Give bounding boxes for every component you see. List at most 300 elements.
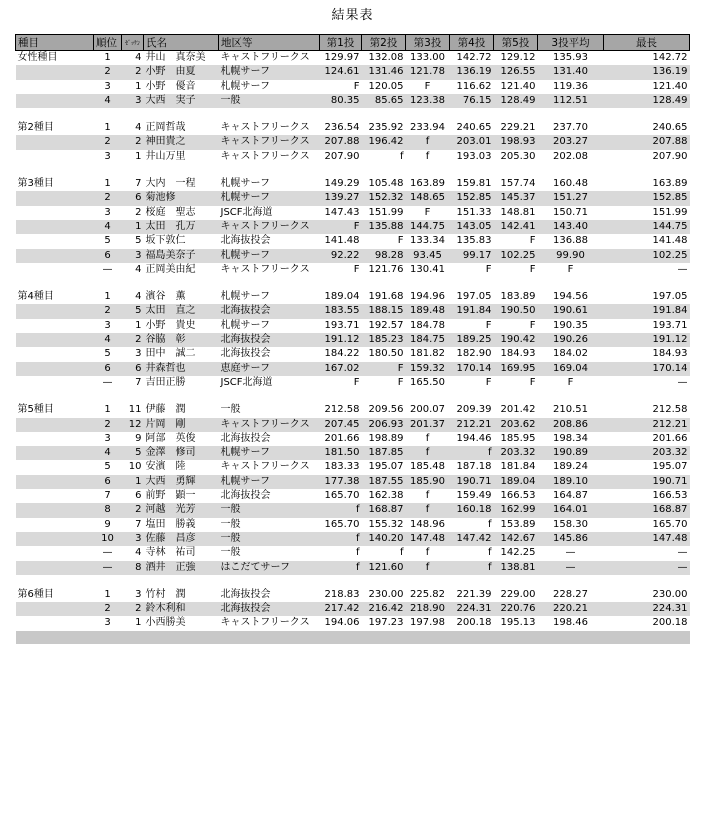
- cell-region: 札幌サーフ: [220, 178, 270, 190]
- cell-longest: 200.18: [652, 617, 688, 629]
- cell-longest: 190.71: [604, 475, 690, 489]
- cell-throw-5: 121.40: [500, 80, 536, 92]
- cell-name: 片岡 剛: [144, 418, 219, 432]
- cell-region: 一般: [220, 518, 241, 530]
- cell-throw-1: 183.33: [324, 461, 360, 473]
- cell-bib: 7: [135, 518, 142, 530]
- cell-name: 小西勝美: [145, 617, 186, 629]
- cell-longest: —: [677, 263, 688, 275]
- cell-bib: 2: [135, 206, 142, 218]
- cell-throw-2: 196.42: [362, 135, 406, 149]
- page-title: 結果表: [331, 8, 374, 23]
- cell-event: 第6種目: [17, 588, 54, 600]
- cell-region: 札幌サーフ: [219, 446, 320, 460]
- cell-region: キャストフリークス: [220, 150, 310, 162]
- cell-event: [16, 362, 94, 376]
- cell-bib: 12: [122, 418, 144, 432]
- table-row: [16, 418, 690, 432]
- cell-longest: 128.49: [604, 94, 690, 108]
- cell-average: 99.90: [538, 249, 604, 263]
- cell-region: 北海抜投会: [219, 304, 320, 318]
- cell-region: 北海抜投会: [220, 432, 271, 444]
- table-row: [16, 234, 690, 248]
- cell-name: 大西 勇輝: [144, 475, 219, 489]
- cell-average: 164.87: [553, 490, 588, 502]
- cell-throw-3: f: [406, 135, 450, 149]
- cell-throw-5: 198.93: [494, 135, 538, 149]
- cell-name: 佐藤 昌彦: [144, 532, 219, 546]
- cell-region: 恵庭サーフ: [219, 362, 320, 376]
- cell-throw-3: 93.45: [406, 249, 450, 263]
- cell-throw-4: 191.84: [450, 304, 494, 318]
- cell-throw-5: 184.93: [500, 348, 536, 360]
- cell-region: 札幌サーフ: [219, 65, 320, 79]
- cell-name: 小野 優音: [145, 80, 196, 92]
- cell-name: 桜庭 聖志: [145, 206, 196, 218]
- cell-throw-4: F: [485, 319, 492, 331]
- cell-throw-5: 189.04: [494, 475, 538, 489]
- spacer-cell: [16, 164, 690, 177]
- cell-longest: 121.40: [652, 80, 688, 92]
- cell-throw-5: 148.81: [500, 206, 536, 218]
- cell-name: 小野 貴史: [145, 319, 196, 331]
- cell-throw-4: 159.49: [456, 490, 492, 502]
- cell-event: 第2種目: [17, 122, 54, 134]
- cell-average: 184.02: [553, 348, 588, 360]
- cell-throw-4: 99.17: [450, 249, 494, 263]
- cell-throw-1: 207.88: [320, 135, 362, 149]
- cell-event: [16, 304, 94, 318]
- cell-region: キャストフリークス: [219, 220, 320, 234]
- cell-throw-2: 195.07: [368, 461, 404, 473]
- cell-throw-3: f: [425, 547, 430, 559]
- cell-region: キャストフリークス: [220, 263, 310, 275]
- cell-throw-4: f: [450, 446, 494, 460]
- cell-throw-3: 181.82: [410, 348, 445, 360]
- cell-throw-2: 180.50: [368, 348, 404, 360]
- cell-rank: 3: [104, 319, 111, 331]
- cell-longest: 168.87: [604, 503, 690, 517]
- cell-bib: 4: [135, 122, 142, 134]
- cell-throw-3: 163.89: [410, 178, 445, 190]
- cell-name: 太田 直之: [144, 304, 219, 318]
- cell-throw-3: 189.48: [406, 304, 450, 318]
- cell-throw-5: F: [529, 376, 536, 388]
- cell-throw-3: 201.37: [406, 418, 450, 432]
- cell-rank: 2: [94, 602, 122, 616]
- cell-throw-5: 203.32: [494, 446, 538, 460]
- cell-name: 安濱 陸: [145, 461, 186, 473]
- spacer-row: [16, 575, 690, 588]
- cell-bib: 1: [135, 150, 142, 162]
- cell-throw-3: 184.75: [406, 333, 450, 347]
- cell-longest: —: [677, 376, 688, 388]
- cell-average: 237.70: [553, 122, 588, 134]
- cell-throw-3: 233.94: [410, 122, 445, 134]
- cell-throw-2: 121.60: [362, 561, 406, 575]
- cell-event: [16, 65, 94, 79]
- cell-throw-5: F: [529, 235, 536, 247]
- cell-longest: 165.70: [652, 518, 688, 530]
- spacer-cell: [16, 631, 690, 644]
- cell-bib: 10: [128, 461, 142, 473]
- cell-longest: 170.14: [604, 362, 690, 376]
- spacer-cell: [16, 575, 690, 588]
- cell-throw-2: 140.20: [362, 532, 406, 546]
- cell-region: 北海抜投会: [220, 235, 271, 247]
- cell-bib: 2: [122, 135, 144, 149]
- table-row: [16, 518, 690, 532]
- cell-longest: 230.00: [652, 588, 688, 600]
- cell-throw-1: 184.22: [324, 348, 360, 360]
- cell-average: 164.01: [538, 503, 604, 517]
- cell-throw-2: 131.46: [362, 65, 406, 79]
- cell-rank: 6: [94, 475, 122, 489]
- cell-region: キャストフリークス: [219, 418, 320, 432]
- cell-rank: 1: [104, 291, 111, 303]
- cell-throw-3: 133.34: [410, 235, 445, 247]
- cell-event: [16, 263, 94, 277]
- table-row: [16, 304, 690, 318]
- cell-bib: 5: [122, 446, 144, 460]
- cell-longest: 193.71: [652, 319, 688, 331]
- cell-region: キャストフリークス: [220, 617, 310, 629]
- cell-throw-3: 194.96: [410, 291, 445, 303]
- cell-event: [16, 376, 94, 390]
- cell-region: 一般: [219, 532, 320, 546]
- cell-event: [16, 446, 94, 460]
- cell-throw-5: 229.00: [500, 588, 536, 600]
- cell-throw-2: 105.48: [368, 178, 404, 190]
- cell-bib: 1: [122, 220, 144, 234]
- cell-average: 202.08: [553, 150, 588, 162]
- cell-throw-3: f: [425, 432, 430, 444]
- cell-rank: 7: [104, 490, 111, 502]
- cell-event: [16, 135, 94, 149]
- cell-longest: 212.21: [604, 418, 690, 432]
- cell-throw-2: F: [362, 362, 406, 376]
- cell-throw-1: 147.43: [324, 206, 360, 218]
- cell-throw-1: 193.71: [324, 319, 360, 331]
- cell-region: JSCF北海道: [220, 376, 273, 388]
- cell-throw-1: 201.66: [324, 432, 360, 444]
- cell-region: キャストフリークス: [220, 52, 310, 63]
- cell-longest: 207.88: [604, 135, 690, 149]
- cell-throw-5: 145.37: [494, 191, 538, 205]
- table-row: [16, 94, 690, 108]
- cell-longest: —: [677, 547, 688, 559]
- spacer-row: [16, 164, 690, 177]
- cell-throw-2: 198.89: [368, 432, 404, 444]
- cell-throw-4: 194.46: [456, 432, 492, 444]
- table-row: [16, 319, 690, 333]
- cell-longest: 152.85: [604, 191, 690, 205]
- cell-bib: 4: [135, 263, 142, 275]
- cell-rank: 5: [104, 235, 111, 247]
- cell-event: [16, 80, 94, 94]
- results-body: [16, 51, 690, 644]
- cell-name: 酒井 正強: [144, 561, 219, 575]
- cell-rank: 4: [94, 333, 122, 347]
- table-row: [16, 403, 690, 417]
- cell-region: 一般: [220, 404, 241, 416]
- cell-name: 正岡美由紀: [145, 263, 196, 275]
- cell-average: 190.89: [538, 446, 604, 460]
- cell-throw-4: 197.05: [456, 291, 492, 303]
- cell-event: [16, 561, 94, 575]
- cell-region: 札幌サーフ: [220, 291, 270, 303]
- cell-longest: 201.66: [652, 432, 688, 444]
- table-row: [16, 220, 690, 234]
- header-row: [16, 35, 690, 51]
- cell-rank: 3: [104, 206, 111, 218]
- results-table: [15, 34, 690, 644]
- cell-longest: —: [604, 561, 690, 575]
- cell-bib: 6: [122, 191, 144, 205]
- cell-throw-5: 183.89: [500, 291, 536, 303]
- cell-region: 札幌サーフ: [219, 249, 320, 263]
- cell-name: 金澤 修司: [144, 446, 219, 460]
- cell-throw-2: 135.88: [362, 220, 406, 234]
- cell-throw-5: 153.89: [500, 518, 536, 530]
- cell-throw-1: F: [353, 80, 360, 92]
- cell-bib: 1: [135, 80, 142, 92]
- cell-longest: 191.84: [604, 304, 690, 318]
- cell-bib: 6: [122, 362, 144, 376]
- cell-throw-5: 220.76: [494, 602, 538, 616]
- cell-throw-4: 190.71: [450, 475, 494, 489]
- cell-region: 一般: [220, 547, 241, 559]
- cell-region: はこだてサーフ: [219, 561, 320, 575]
- table-row: [16, 191, 690, 205]
- cell-throw-5: 142.25: [500, 547, 536, 559]
- cell-rank: —: [102, 547, 113, 559]
- cell-region: 北海抜投会: [219, 333, 320, 347]
- header-throw-1: 第1投: [320, 35, 362, 51]
- cell-throw-2: f: [399, 150, 404, 162]
- spacer-cell: [16, 108, 690, 121]
- cell-throw-3: 144.75: [406, 220, 450, 234]
- cell-throw-1: 217.42: [320, 602, 362, 616]
- cell-throw-4: 76.15: [450, 94, 494, 108]
- cell-rank: 8: [94, 503, 122, 517]
- cell-average: 198.34: [553, 432, 588, 444]
- cell-bib: 2: [122, 602, 144, 616]
- cell-throw-1: 218.83: [324, 588, 360, 600]
- cell-average: 190.35: [553, 319, 588, 331]
- cell-throw-3: f: [406, 446, 450, 460]
- cell-average: 151.27: [538, 191, 604, 205]
- cell-average: 198.46: [553, 617, 588, 629]
- cell-event: [16, 319, 94, 333]
- cell-bib: 6: [135, 490, 142, 502]
- cell-throw-5: 138.81: [494, 561, 538, 575]
- header-rank: 順位: [94, 35, 122, 51]
- cell-average: F: [567, 263, 574, 275]
- cell-bib: 2: [122, 503, 144, 517]
- cell-throw-1: 80.35: [320, 94, 362, 108]
- cell-rank: —: [102, 263, 113, 275]
- table-row: [16, 460, 690, 474]
- table-row: [16, 347, 690, 361]
- cell-average: F: [567, 376, 574, 388]
- cell-region: 北海抜投会: [220, 588, 271, 600]
- cell-bib: 11: [128, 404, 142, 416]
- cell-bib: 9: [135, 432, 142, 444]
- cell-bib: 4: [135, 291, 142, 303]
- cell-throw-5: 129.12: [500, 52, 536, 63]
- cell-throw-4: 240.65: [456, 122, 492, 134]
- cell-bib: 4: [135, 52, 142, 63]
- cell-rank: 4: [94, 94, 122, 108]
- cell-bib: 5: [122, 304, 144, 318]
- cell-throw-1: 194.06: [324, 617, 360, 629]
- cell-bib: 3: [122, 249, 144, 263]
- cell-throw-5: 142.67: [494, 532, 538, 546]
- cell-average: 203.27: [538, 135, 604, 149]
- cell-bib: 2: [122, 333, 144, 347]
- cell-name: 吉田正勝: [145, 376, 186, 388]
- cell-event: [16, 206, 94, 220]
- table-row: [16, 177, 690, 191]
- cell-throw-4: 152.85: [450, 191, 494, 205]
- cell-name: 福島美奈子: [144, 249, 219, 263]
- cell-throw-2: 216.42: [362, 602, 406, 616]
- cell-region: 北海抜投会: [220, 490, 271, 502]
- cell-rank: 4: [94, 446, 122, 460]
- cell-region: 北海抜投会: [220, 348, 271, 360]
- cell-rank: 5: [104, 348, 111, 360]
- cell-region: キャストフリークス: [219, 135, 320, 149]
- cell-event: [16, 249, 94, 263]
- cell-throw-4: 224.31: [450, 602, 494, 616]
- cell-event: 女性種目: [17, 52, 58, 63]
- cell-rank: 1: [104, 122, 111, 134]
- cell-throw-4: 200.18: [456, 617, 492, 629]
- cell-throw-4: f: [487, 547, 492, 559]
- cell-longest: 195.07: [652, 461, 688, 473]
- cell-throw-2: 192.57: [368, 319, 404, 331]
- header-region: 地区等: [219, 35, 320, 51]
- cell-average: 190.61: [538, 304, 604, 318]
- cell-longest: 184.93: [652, 348, 688, 360]
- cell-throw-5: 185.95: [500, 432, 536, 444]
- cell-throw-4: 189.25: [450, 333, 494, 347]
- table-row: [16, 263, 690, 277]
- cell-average: 169.04: [538, 362, 604, 376]
- cell-throw-3: 123.38: [406, 94, 450, 108]
- cell-throw-2: 168.87: [362, 503, 406, 517]
- cell-rank: 2: [94, 191, 122, 205]
- cell-throw-2: 235.92: [368, 122, 404, 134]
- cell-rank: 6: [94, 362, 122, 376]
- cell-longest: 166.53: [652, 490, 688, 502]
- cell-throw-1: 191.12: [320, 333, 362, 347]
- cell-longest: 240.65: [652, 122, 688, 134]
- cell-throw-2: 206.93: [362, 418, 406, 432]
- cell-name: 谷脇 彰: [144, 333, 219, 347]
- cell-throw-1: f: [320, 503, 362, 517]
- cell-throw-5: 157.74: [500, 178, 536, 190]
- cell-name: 神田貴之: [144, 135, 219, 149]
- cell-average: 145.86: [538, 532, 604, 546]
- cell-region: JSCF北海道: [220, 206, 273, 218]
- header-average: 3投平均: [538, 35, 604, 51]
- table-row: [16, 432, 690, 446]
- cell-bib: 3: [135, 348, 142, 360]
- table-row: [16, 65, 690, 79]
- cell-throw-3: f: [406, 503, 450, 517]
- cell-throw-4: 221.39: [456, 588, 492, 600]
- cell-average: 160.48: [553, 178, 588, 190]
- cell-throw-5: 190.50: [494, 304, 538, 318]
- cell-throw-4: 203.01: [450, 135, 494, 149]
- cell-name: 小野 由夏: [144, 65, 219, 79]
- cell-throw-1: 207.90: [324, 150, 360, 162]
- cell-throw-2: 185.23: [362, 333, 406, 347]
- cell-name: 菊池修: [144, 191, 219, 205]
- cell-name: 正岡哲哉: [145, 122, 186, 134]
- cell-longest: 136.19: [604, 65, 690, 79]
- cell-rank: —: [102, 376, 113, 388]
- cell-throw-2: 120.05: [368, 80, 404, 92]
- cell-throw-5: 169.95: [494, 362, 538, 376]
- cell-name: 井森哲也: [144, 362, 219, 376]
- cell-rank: 3: [104, 80, 111, 92]
- table-row: [16, 290, 690, 304]
- cell-event: 第3種目: [17, 178, 54, 190]
- cell-rank: 5: [104, 461, 111, 473]
- cell-rank: 3: [104, 617, 111, 629]
- spacer-row: [16, 108, 690, 121]
- table-row: [16, 475, 690, 489]
- table-row: [16, 51, 690, 66]
- cell-event: [16, 220, 94, 234]
- cell-region: キャストフリークス: [220, 122, 310, 134]
- table-row: [16, 546, 690, 560]
- cell-rank: —: [94, 561, 122, 575]
- table-row: [16, 489, 690, 503]
- cell-throw-1: 139.27: [320, 191, 362, 205]
- cell-throw-3: 197.98: [410, 617, 445, 629]
- cell-event: [16, 503, 94, 517]
- cell-bib: 5: [135, 235, 142, 247]
- cell-throw-5: 102.25: [494, 249, 538, 263]
- cell-throw-1: 149.29: [324, 178, 360, 190]
- header-throw-2: 第2投: [362, 35, 406, 51]
- cell-event: [16, 234, 94, 248]
- header-longest: 最長: [604, 35, 690, 51]
- cell-throw-5: 203.62: [494, 418, 538, 432]
- cell-event: [16, 489, 94, 503]
- table-row: [16, 561, 690, 575]
- cell-throw-2: 155.32: [368, 518, 404, 530]
- cell-throw-4: 193.03: [456, 150, 492, 162]
- cell-average: 189.24: [553, 461, 588, 473]
- cell-throw-4: 182.90: [456, 348, 492, 360]
- cell-throw-2: 197.23: [368, 617, 404, 629]
- cell-average: 143.40: [538, 220, 604, 234]
- cell-throw-1: 167.02: [320, 362, 362, 376]
- cell-throw-4: 160.18: [450, 503, 494, 517]
- cell-bib: 3: [122, 532, 144, 546]
- cell-throw-3: 185.90: [406, 475, 450, 489]
- cell-name: 寺林 祐司: [145, 547, 196, 559]
- cell-throw-1: 181.50: [320, 446, 362, 460]
- cell-longest: 102.25: [604, 249, 690, 263]
- cell-name: 大内 一程: [145, 178, 196, 190]
- table-row: [16, 532, 690, 546]
